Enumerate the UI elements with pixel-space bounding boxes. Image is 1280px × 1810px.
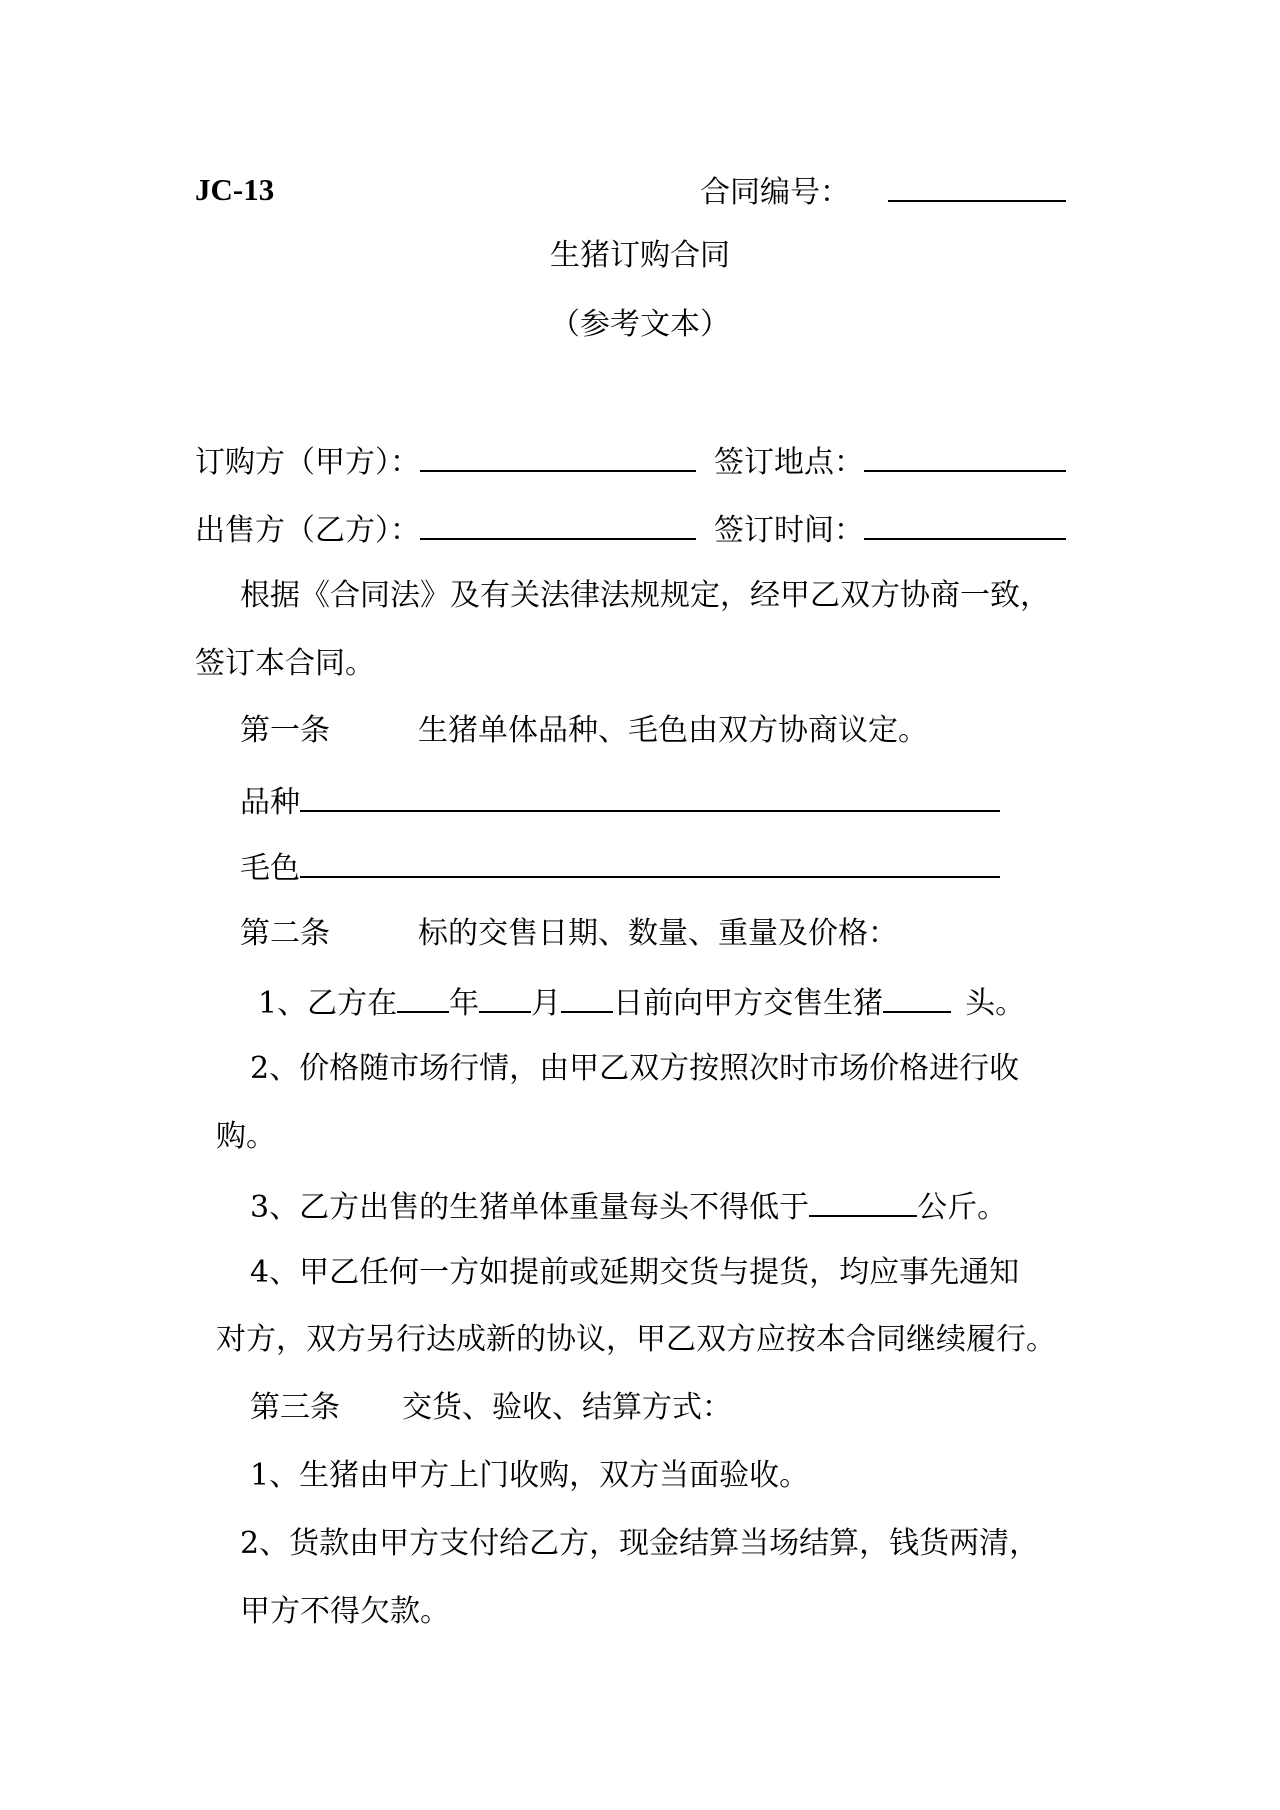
breed-blank [300, 780, 1000, 812]
color-label: 毛色 [240, 851, 300, 886]
contract-title: 生猪订购合同 [550, 238, 730, 273]
article-2-item-4-line-1: 4、甲乙任何一方如提前或延期交货与提货，均应事先通知 [250, 1255, 1020, 1290]
preamble-line-1: 根据《合同法》及有关法律法规规定，经甲乙双方协商一致， [240, 578, 1050, 613]
year-blank [397, 981, 449, 1013]
month-label: 月 [531, 986, 562, 1021]
buyer-blank [420, 440, 696, 472]
sign-time-label: 签订时间： [714, 513, 864, 548]
seller-line [195, 508, 1066, 551]
head-unit: 头。 [965, 986, 1026, 1021]
seller-blank [420, 508, 696, 540]
breed-label: 品种 [240, 785, 300, 820]
article-1 [240, 711, 928, 751]
year-label: 年 [449, 986, 480, 1021]
month-blank [479, 981, 531, 1013]
article-2-item-2-line-2: 购。 [216, 1119, 276, 1154]
buyer-label: 订购方（甲方）： [195, 445, 420, 480]
item-3-prefix: 3、乙方出售的生猪单体重量每头不得低于 [250, 1190, 810, 1225]
article-2-heading: 第二条 [240, 916, 330, 951]
contract-subtitle: （参考文本） [550, 307, 730, 342]
article-2-item-1 [258, 981, 1025, 1024]
article-3-item-1: 1、生猪由甲方上门收购，双方当面验收。 [250, 1458, 810, 1493]
day-blank [561, 981, 613, 1013]
article-3-item-2-line-2: 甲方不得欠款。 [240, 1594, 450, 1629]
breed-line [240, 780, 1000, 823]
article-2-item-2-line-1: 2、价格随市场行情，由甲乙双方按照次时市场价格进行收 [250, 1051, 1020, 1086]
article-2-text: 标的交售日期、数量、重量及价格： [418, 916, 898, 951]
contract-number-label: 合同编号： [700, 175, 850, 210]
article-1-heading: 第一条 [240, 713, 330, 748]
head-count-blank [883, 981, 951, 1013]
article-2-item-4-line-2: 对方，双方另行达成新的协议，甲乙双方应按本合同继续履行。 [216, 1322, 1056, 1357]
color-line [240, 846, 1000, 889]
item-1-prefix: 1、乙方在 [258, 986, 398, 1021]
contract-number-blank [888, 170, 1066, 202]
article-3-item-2-line-1: 2、货款由甲方支付给乙方，现金结算当场结算，钱货两清， [240, 1526, 1040, 1561]
buyer-line [195, 440, 1066, 483]
article-2-item-3 [250, 1185, 1007, 1228]
article-2 [240, 914, 898, 954]
min-weight-blank [809, 1185, 917, 1217]
color-blank [300, 846, 1000, 878]
sign-place-blank [864, 440, 1066, 472]
item-1-mid: 日前向甲方交售生猪 [613, 986, 884, 1021]
sign-time-blank [864, 508, 1066, 540]
article-1-text: 生猪单体品种、毛色由双方协商议定。 [418, 713, 928, 748]
article-3-text: 交货、验收、结算方式： [402, 1390, 732, 1425]
article-3 [250, 1388, 732, 1428]
contract-number [700, 170, 1066, 213]
document-code: JC-13 [195, 172, 275, 207]
sign-place-label: 签订地点： [714, 445, 864, 480]
article-3-heading: 第三条 [250, 1390, 340, 1425]
weight-unit: 公斤。 [917, 1190, 1008, 1225]
seller-label: 出售方（乙方）： [195, 513, 420, 548]
preamble-line-2: 签订本合同。 [195, 646, 375, 681]
